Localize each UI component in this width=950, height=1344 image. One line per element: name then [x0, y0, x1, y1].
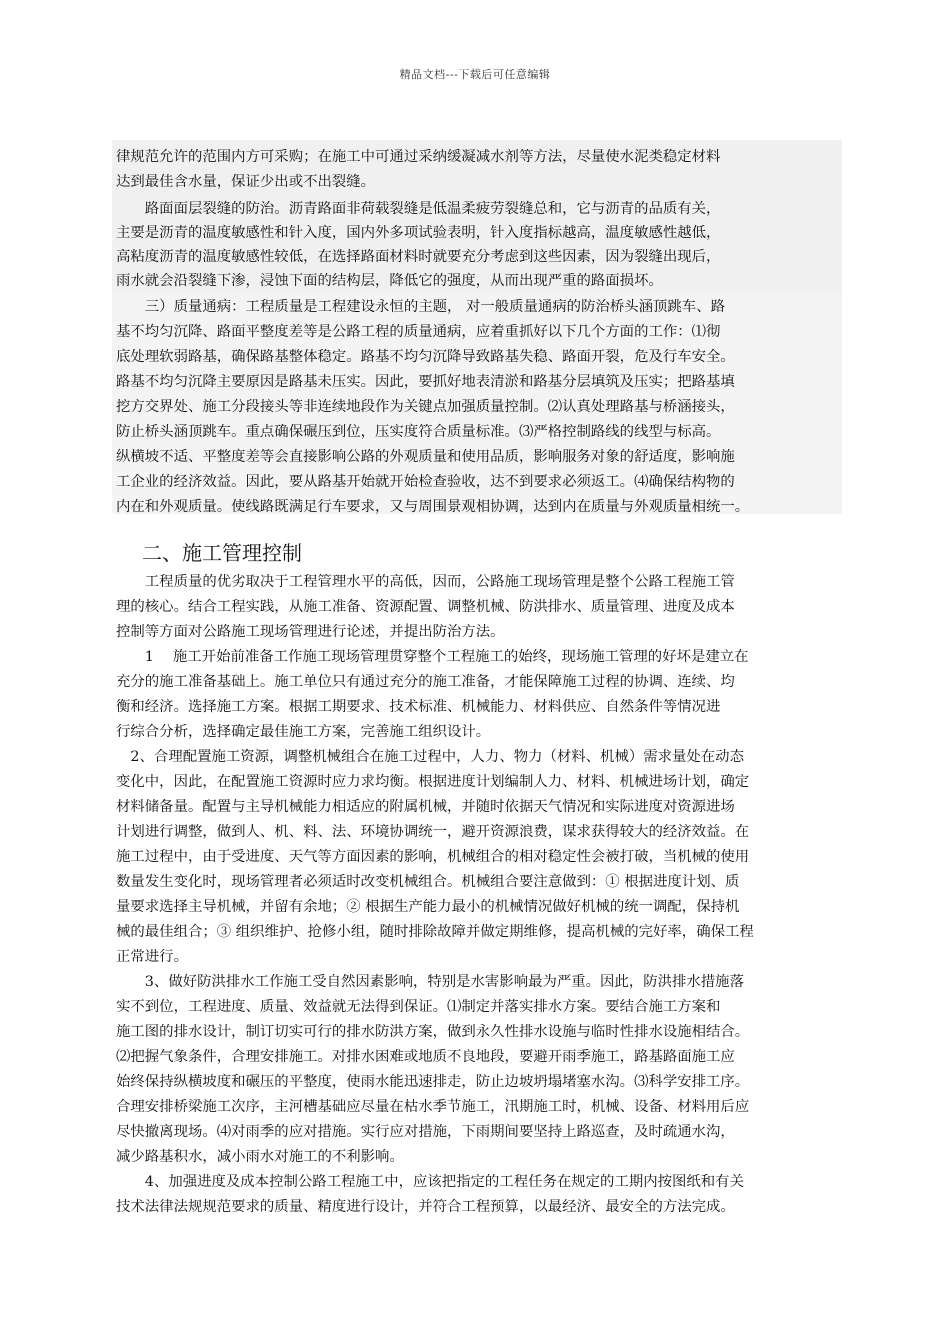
- text-line: 量要求选择主导机械，并留有余地；② 根据生产能力最小的机械情况做好机械的统一调配，保持机: [116, 899, 740, 915]
- text-line: 尽快撤离现场。⑷对雨季的应对措施。实行应对措施，下雨期间要坚持上路巡查，及时疏通水沟，: [116, 1124, 735, 1140]
- text-line: 实不到位，工程进度、质量、效益就无法得到保证。⑴制定并落实排水方案。要结合施工方案和: [116, 999, 721, 1015]
- text-line: 控制等方面对公路施工现场管理进行论述，并提出防治方法。: [116, 624, 505, 640]
- page-header: 精品文档---下载后可任意编辑: [399, 68, 551, 81]
- text-line: 路基不均匀沉降主要原因是路基未压实。因此，要抓好地表清淤和路基分层填筑及压实；把路基填: [116, 374, 735, 390]
- text-line: 达到最佳含水量，保证少出或不出裂缝。: [116, 174, 376, 190]
- text-line: 内在和外观质量。使线路既满足行车要求，又与周围景观相协调，达到内在质量与外观质量相统一。: [116, 499, 750, 515]
- text-line: 高粘度沥青的温度敏感性较低，在选择路面材料时就要充分考虑到这些因素，因为裂缝出现后，: [116, 249, 721, 265]
- section-heading: 二、施工管理控制: [142, 541, 302, 565]
- text-line: ⑵把握气象条件，合理安排施工。对排水困难或地质不良地段，要避开雨季施工，路基路面施工应: [116, 1049, 735, 1065]
- text-line: 计划进行调整，做到人、机、料、法、环境协调统一，避开资源浪费，谋求获得较大的经济效益。在: [116, 824, 750, 840]
- text-line: 减少路基积水，减小雨水对施工的不利影响。: [116, 1149, 404, 1165]
- text-line: 施工过程中，由于受进度、天气等方面因素的影响，机械组合的相对稳定性会被打破，当机械的使用: [116, 849, 750, 865]
- text-line: 合理安排桥梁施工次序，主河槽基础应尽量在枯水季节施工，汛期施工时，机械、设备、材料用后应: [116, 1099, 750, 1115]
- text-line: 律规范允许的范围内方可采购；在施工中可通过采纳缓凝减水剂等方法，尽量使水泥类稳定材料: [116, 149, 721, 165]
- text-line: 技术法律法规规范要求的质量、精度进行设计，并符合工程预算，以最经济、最安全的方法完成。: [116, 1199, 735, 1215]
- text-line: 施工图的排水设计，制订切实可行的排水防洪方案，做到永久性排水设施与临时性排水设施相结合。: [116, 1024, 750, 1040]
- text-line: 理的核心。结合工程实践，从施工准备、资源配置、调整机械、防洪排水、质量管理、进度及成本: [116, 599, 735, 615]
- text-line: 工程质量的优劣取决于工程管理水平的高低，因而，公路施工现场管理是整个公路工程施工管: [116, 574, 735, 590]
- text-line: 挖方交界处、施工分段接头等非连续地段作为关键点加强质量控制。⑵认真处理路基与桥涵接头，: [116, 399, 735, 415]
- text-line: 4、加强进度及成本控制公路工程施工中，应该把指定的工程任务在规定的工期内按图纸和有关: [116, 1174, 744, 1190]
- text-line: 1 施工开始前准备工作施工现场管理贯穿整个工程施工的始终，现场施工管理的好坏是建立在: [116, 649, 749, 665]
- text-line: 雨水就会沿裂缝下渗，浸蚀下面的结构层，降低它的强度，从而出现严重的路面损坏。: [116, 273, 663, 289]
- text-line: 充分的施工准备基础上。施工单位只有通过充分的施工准备，才能保障施工过程的协调、连续、均: [116, 674, 735, 690]
- text-line: 纵横坡不适、平整度差等会直接影响公路的外观质量和使用品质，影响服务对象的舒适度，影响施: [116, 449, 735, 465]
- text-line: 2、合理配置施工资源，调整机械组合在施工过程中，人力、物力（材料、机械）需求量处在动态: [116, 749, 744, 765]
- text-line: 主要是沥青的温度敏感性和针入度，国内外多项试验表明，针入度指标越高，温度敏感性越低，: [116, 225, 721, 241]
- text-line: 变化中，因此，在配置施工资源时应力求均衡。根据进度计划编制人力、材料、机械进场计划，确定: [116, 774, 750, 790]
- text-line: 底处理软弱路基，确保路基整体稳定。路基不均匀沉降导致路基失稳、路面开裂，危及行车安全。: [116, 349, 735, 365]
- text-line: 基不均匀沉降、路面平整度差等是公路工程的质量通病，应着重抓好以下几个方面的工作：⑴彻: [116, 324, 721, 340]
- text-line: 路面面层裂缝的防治。沥青路面非荷载裂缝是低温柔疲劳裂缝总和，它与沥青的品质有关，: [116, 201, 721, 217]
- text-line: 三）质量通病：工程质量是工程建设永恒的主题， 对一般质量通病的防治桥头涵顶跳车、路: [116, 299, 725, 315]
- text-line: 正常进行。: [116, 949, 188, 965]
- text-line: 工企业的经济效益。因此，要从路基开始就开始检查验收，达不到要求必须返工。⑷确保结构物的: [116, 474, 735, 490]
- text-line: 衡和经济。选择施工方案。根据工期要求、技术标准、机械能力、材料供应、自然条件等情况进: [116, 699, 721, 715]
- text-line: 始终保持纵横坡度和碾压的平整度，使雨水能迅速排走，防止边坡坍塌堵塞水沟。⑶科学安排工序。: [116, 1074, 750, 1090]
- text-line: 材料储备量。配置与主导机械能力相适应的附属机械，并随时依据天气情况和实际进度对资源进场: [116, 799, 735, 815]
- text-line: 行综合分析，选择确定最佳施工方案，完善施工组织设计。: [116, 724, 491, 740]
- text-line: 防止桥头涵顶跳车。重点确保碾压到位，压实度符合质量标准。⑶严格控制路线的线型与标高。: [116, 424, 721, 440]
- text-line: 数量发生变化时，现场管理者必须适时改变机械组合。机械组合要注意做到：① 根据进度计划、质: [116, 874, 740, 890]
- text-line: 3、做好防洪排水工作施工受自然因素影响，特别是水害影响最为严重。因此，防洪排水措施落: [116, 974, 744, 990]
- text-line: 械的最佳组合；③ 组织维护、抢修小组，随时排除故障并做定期维修，提高机械的完好率，确保工程: [116, 924, 754, 940]
